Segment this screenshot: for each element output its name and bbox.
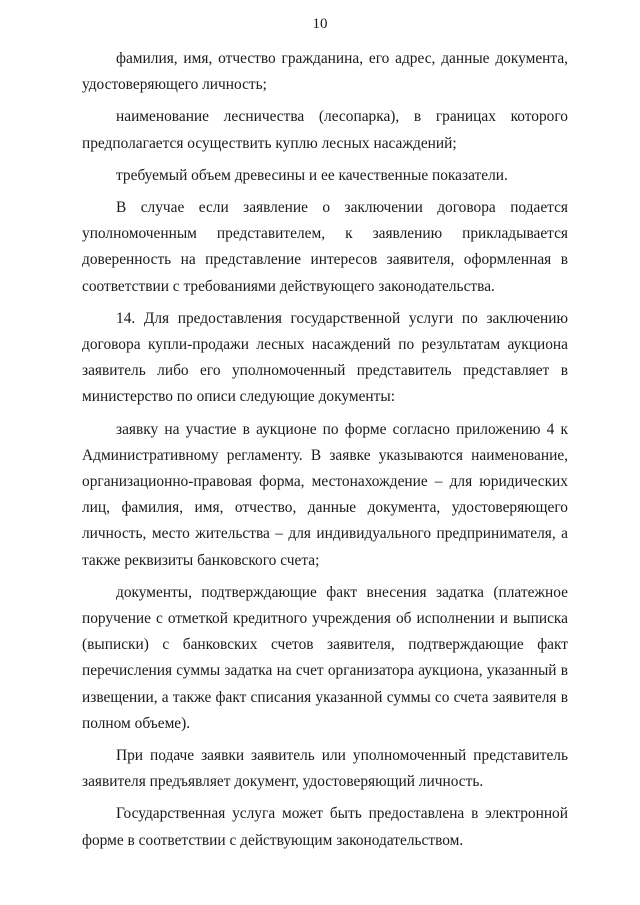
page-number: 10	[312, 16, 328, 32]
paragraph-applicant-details: фамилия, имя, отчество гражданина, его адрес, данные документа, удостоверяющего личность;	[82, 50, 568, 94]
paragraph-auction-application: заявку на участие в аукционе по форме согласно приложению 4 к Административному регламенту. В заявке указываются наименование, организационно-правовая форма, местонахождение – для юридических лиц, фамилия, имя, отчество, данные документа, удостоверяющего личность, место жительства – для индивидуального предпринимателя, а также реквизиты банковского счета;	[82, 420, 568, 569]
paragraph-forestry-name: наименование лесничества (лесопарка), в границах которого предполагается осуществить куплю лесных насаждений;	[82, 108, 568, 152]
paragraph-electronic-form: Государственная услуга может быть предоставлена в электронной форме в соответствии с действующим законодательством.	[82, 805, 568, 849]
paragraph-section-14: 14. Для предоставления государственной услуги по заключению договора купли-продажи лесных насаждений по результатам аукциона заявитель либо его уполномоченный представитель представляет в министерство по описи следующие документы:	[82, 309, 568, 406]
paragraph-deposit-documents: документы, подтверждающие факт внесения задатка (платежное поручение с отметкой кредитного учреждения об исполнении и выписка (выписки) с банковских счетов заявителя, подтверждающие факт перечисления суммы задатка на счет организатора аукциона, указанный в извещении, а также факт списания указанной суммы со счета заявителя в полном объеме).	[82, 583, 568, 732]
paragraph-power-of-attorney: В случае если заявление о заключении договора подается уполномоченным представителем, к заявлению прикладывается доверенность на представление интересов заявителя, оформленная в соответствии с требованиями действующего законодательства.	[82, 199, 568, 295]
paragraph-identity-document: При подаче заявки заявитель или уполномоченный представитель заявителя предъявляет документ, удостоверяющий личность.	[82, 747, 568, 791]
paragraph-timber-volume: требуемый объем древесины и ее качественные показатели.	[116, 166, 508, 184]
document-body	[82, 46, 568, 854]
